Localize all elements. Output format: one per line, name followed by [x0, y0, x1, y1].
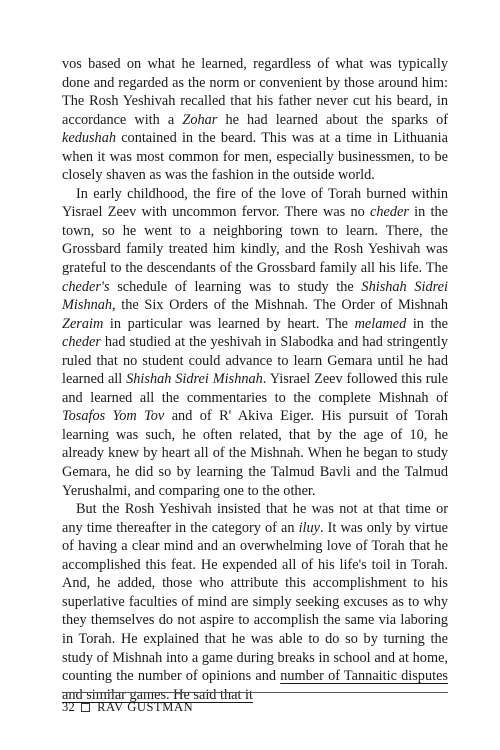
text-run: schedule of learning was to study the [109, 278, 362, 295]
page-body [62, 55, 448, 704]
paragraph [62, 185, 448, 500]
italic-term: Zohar [182, 111, 218, 128]
page-number: 32 [62, 700, 76, 714]
paragraph [62, 500, 448, 704]
text-run: in the [406, 315, 448, 332]
italic-term: Shishah Sidrei Mishnah [126, 371, 263, 388]
text-run: . Yisrael Zeev followed this rule and learned all the commentaries to the complete Mishnah of [62, 371, 448, 406]
separator-box-icon [81, 703, 90, 712]
text-run: contained in the beard. This was at a time in Lithuania when it was most common for men, especially businessmen, to be closely shaven as was the fashion in the outside world. [62, 130, 448, 184]
text-run: , the Six Orders of the Mishnah. The Order of Mishnah [112, 297, 448, 314]
italic-term: cheder [370, 204, 409, 221]
italic-term: Shishah Sidrei Mishnah [62, 278, 448, 314]
running-head: RAV GUSTMAN [97, 700, 194, 714]
text-run: in particular was learned by heart. The [103, 315, 355, 332]
underlined-text: number of Tannaitic disputes and similar games. He said that it [62, 668, 448, 703]
text-run: he had learned about the sparks of [217, 111, 448, 128]
italic-term: iluy [298, 519, 321, 536]
italic-term: Tosafos Yom Tov [62, 408, 165, 425]
text-run: had studied at the yeshivah in Slabodka and had stringently ruled that no student could advance to learn Gemara until he had learned all [62, 334, 448, 388]
italic-term: cheder [62, 334, 101, 351]
italic-term: Zeraim [62, 315, 104, 332]
text-run: vos based on what he learned, regardless of what was typically done and regarded as the norm or convenient by those around him: The Rosh Yeshivah recalled that his father never cut his beard, in accordance with a [62, 56, 448, 128]
text-run: But the Rosh Yeshivah insisted that he was not at that time or any time thereafter in the category of an [62, 501, 448, 536]
text-run: and of R' Akiva Eiger. His pursuit of Torah learning was such, he often related, that by the age of 10, he already knew by heart all of the Mishnah. When he began to study Gemara, he did so by learning the Talmud Bavli and the Talmud Yerushalmi, and comparing one to the other. [62, 408, 449, 499]
text-run: in the town, so he went to a neighboring town to learn. There, the Grossbard family treated him kindly, and the Rosh Yeshivah was grateful to the descendants of the Grossbard family all his life. The [62, 204, 448, 277]
italic-term: melamed [354, 315, 407, 332]
page-footer [62, 692, 448, 715]
text-run: In early childhood, the fire of the love of Torah burned within Yisrael Zeev with uncommon fervor. There was no [62, 185, 448, 221]
text-run: . It was only by virtue of having a clear mind and an overwhelming love of Torah that he accomplished this feat. He expended all of his life's toil in Torah. And, he added, those who attribute this accomplishment to his superlative faculties of mind are simply seeking excuses as to why they themselves do not aspire to accomplish the same via laboring in Torah. He explained that he was able to do so by turning the study of Mishnah into a game during breaks in school and at home, counting the number of opinions and [62, 519, 448, 685]
paragraph [62, 55, 448, 185]
italic-term: kedushah [62, 130, 116, 147]
italic-term: cheder's [62, 278, 110, 295]
